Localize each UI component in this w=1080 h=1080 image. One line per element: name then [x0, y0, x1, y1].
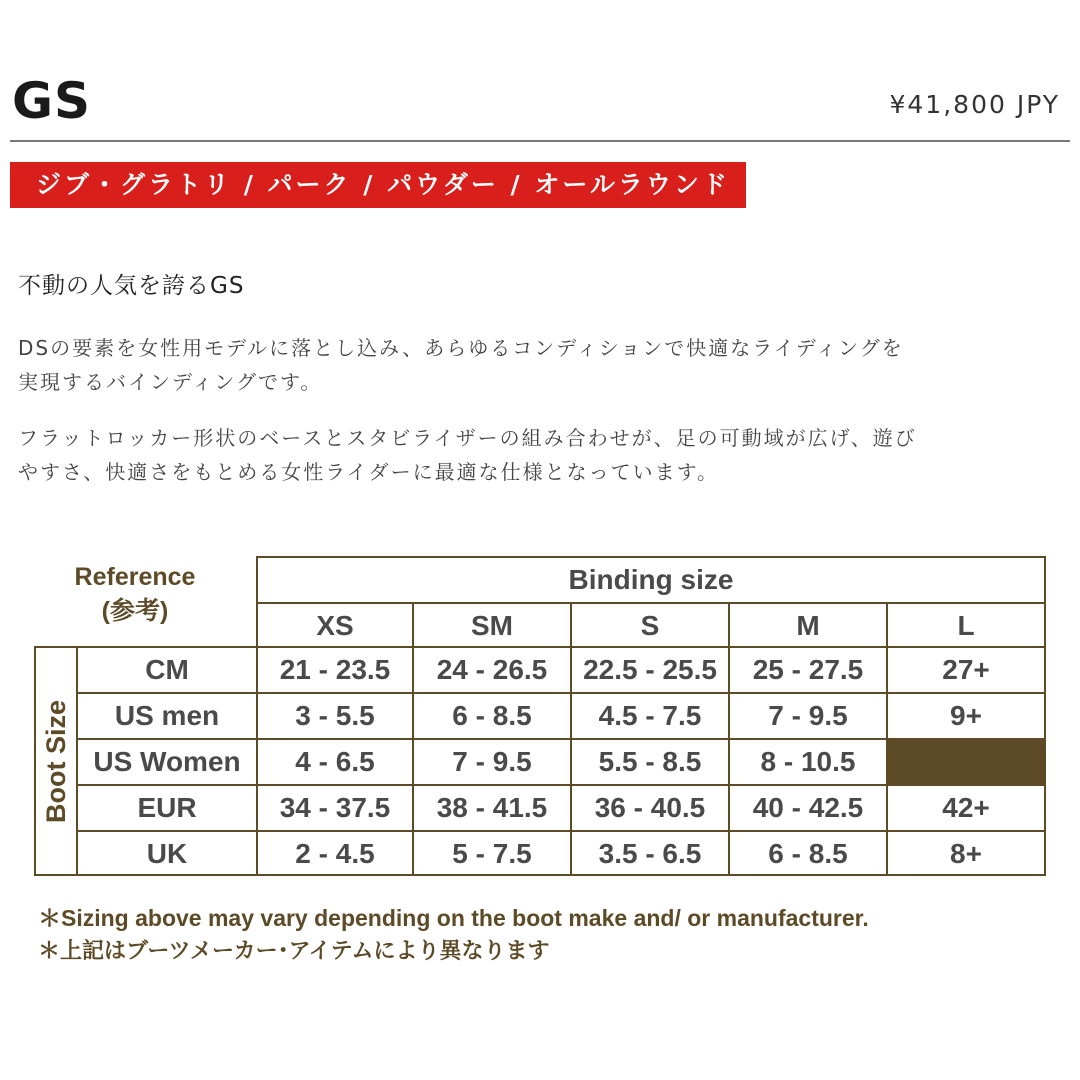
size-cell: 6 - 8.5: [768, 838, 848, 869]
row-label-uk: UK: [146, 838, 188, 869]
size-cell: 36 - 40.5: [594, 792, 706, 823]
column-header-m: M: [796, 610, 820, 641]
size-cell: 40 - 42.5: [752, 792, 864, 823]
reference-label-line-2: (参考): [101, 597, 169, 625]
column-header-sm: SM: [471, 610, 513, 641]
column-header-s: S: [640, 610, 660, 641]
size-cell: 38 - 41.5: [436, 792, 548, 823]
boot-size-label: [36, 648, 76, 874]
size-cell: 34 - 37.5: [279, 792, 391, 823]
boot-size-text: Boot Size: [40, 699, 71, 823]
row-label-us-men: US men: [114, 700, 220, 731]
size-cell: 21 - 23.5: [279, 654, 391, 685]
column-header-l: L: [957, 610, 975, 641]
paragraph-2-line-1: フラットロッカー形状のベースとスタビライザーの組み合わせが、足の可動域が広げ、遊び: [18, 426, 917, 450]
title-divider: [10, 140, 1070, 142]
size-cell: 9+: [950, 700, 982, 731]
row-label-us-women: US Women: [93, 746, 241, 777]
header-col-divider: [570, 602, 572, 648]
size-cell: 22.5 - 25.5: [583, 654, 717, 685]
header-col-divider: [728, 602, 730, 648]
column-header-xs: XS: [316, 610, 354, 641]
product-title: GS: [12, 72, 92, 130]
size-cell: 27+: [942, 654, 990, 685]
description-heading: 不動の人気を誇るGS: [18, 273, 245, 299]
row-label-eur: EUR: [137, 792, 197, 823]
description-paragraph-2: [18, 421, 1068, 489]
size-cell: 2 - 4.5: [295, 838, 375, 869]
size-cell: 7 - 9.5: [452, 746, 532, 777]
header-col-divider: [886, 602, 888, 648]
size-cell: 6 - 8.5: [452, 700, 532, 731]
row-label-cm: CM: [145, 654, 189, 685]
size-cell: 25 - 27.5: [752, 654, 864, 685]
size-cell: 24 - 26.5: [436, 654, 548, 685]
size-cell: 7 - 9.5: [768, 700, 848, 731]
product-price: ¥41,800 JPY: [889, 90, 1060, 119]
paragraph-2-line-2: やすさ、快適さをもとめる女性ライダーに最適な仕様となっています。: [18, 460, 719, 484]
size-cell: 8+: [950, 838, 982, 869]
size-cell: 3.5 - 6.5: [598, 838, 702, 869]
binding-size-label: Binding size: [568, 564, 734, 595]
size-cell: 5 - 7.5: [452, 838, 532, 869]
category-banner: ジブ・グラトリ / パーク / パウダー / オールラウンド: [10, 162, 746, 208]
sizing-note-english: ＊Sizing above may vary depending on the boot make and/ or manufacturer.: [38, 905, 869, 931]
size-cell: 4.5 - 7.5: [598, 700, 702, 731]
size-cell: 42+: [942, 792, 990, 823]
size-cell: 8 - 10.5: [760, 746, 856, 777]
paragraph-1-line-1: DSの要素を女性用モデルに落とし込み、あらゆるコンディションで快適なライディングを: [18, 336, 904, 360]
description-paragraph-1: [18, 331, 1068, 399]
paragraph-1-line-2: 実現するバインディングです。: [18, 370, 323, 394]
reference-label-line-1: Reference: [74, 563, 196, 591]
unavailable-size-cell: [888, 740, 1046, 784]
header-col-divider: [412, 602, 414, 648]
size-cell: 5.5 - 8.5: [598, 746, 702, 777]
size-cell: 4 - 6.5: [295, 746, 375, 777]
reference-label: [60, 560, 210, 628]
sizing-note-japanese: ＊上記はブーツメーカー･アイテムにより異なります: [38, 939, 550, 964]
size-cell: 3 - 5.5: [295, 700, 375, 731]
